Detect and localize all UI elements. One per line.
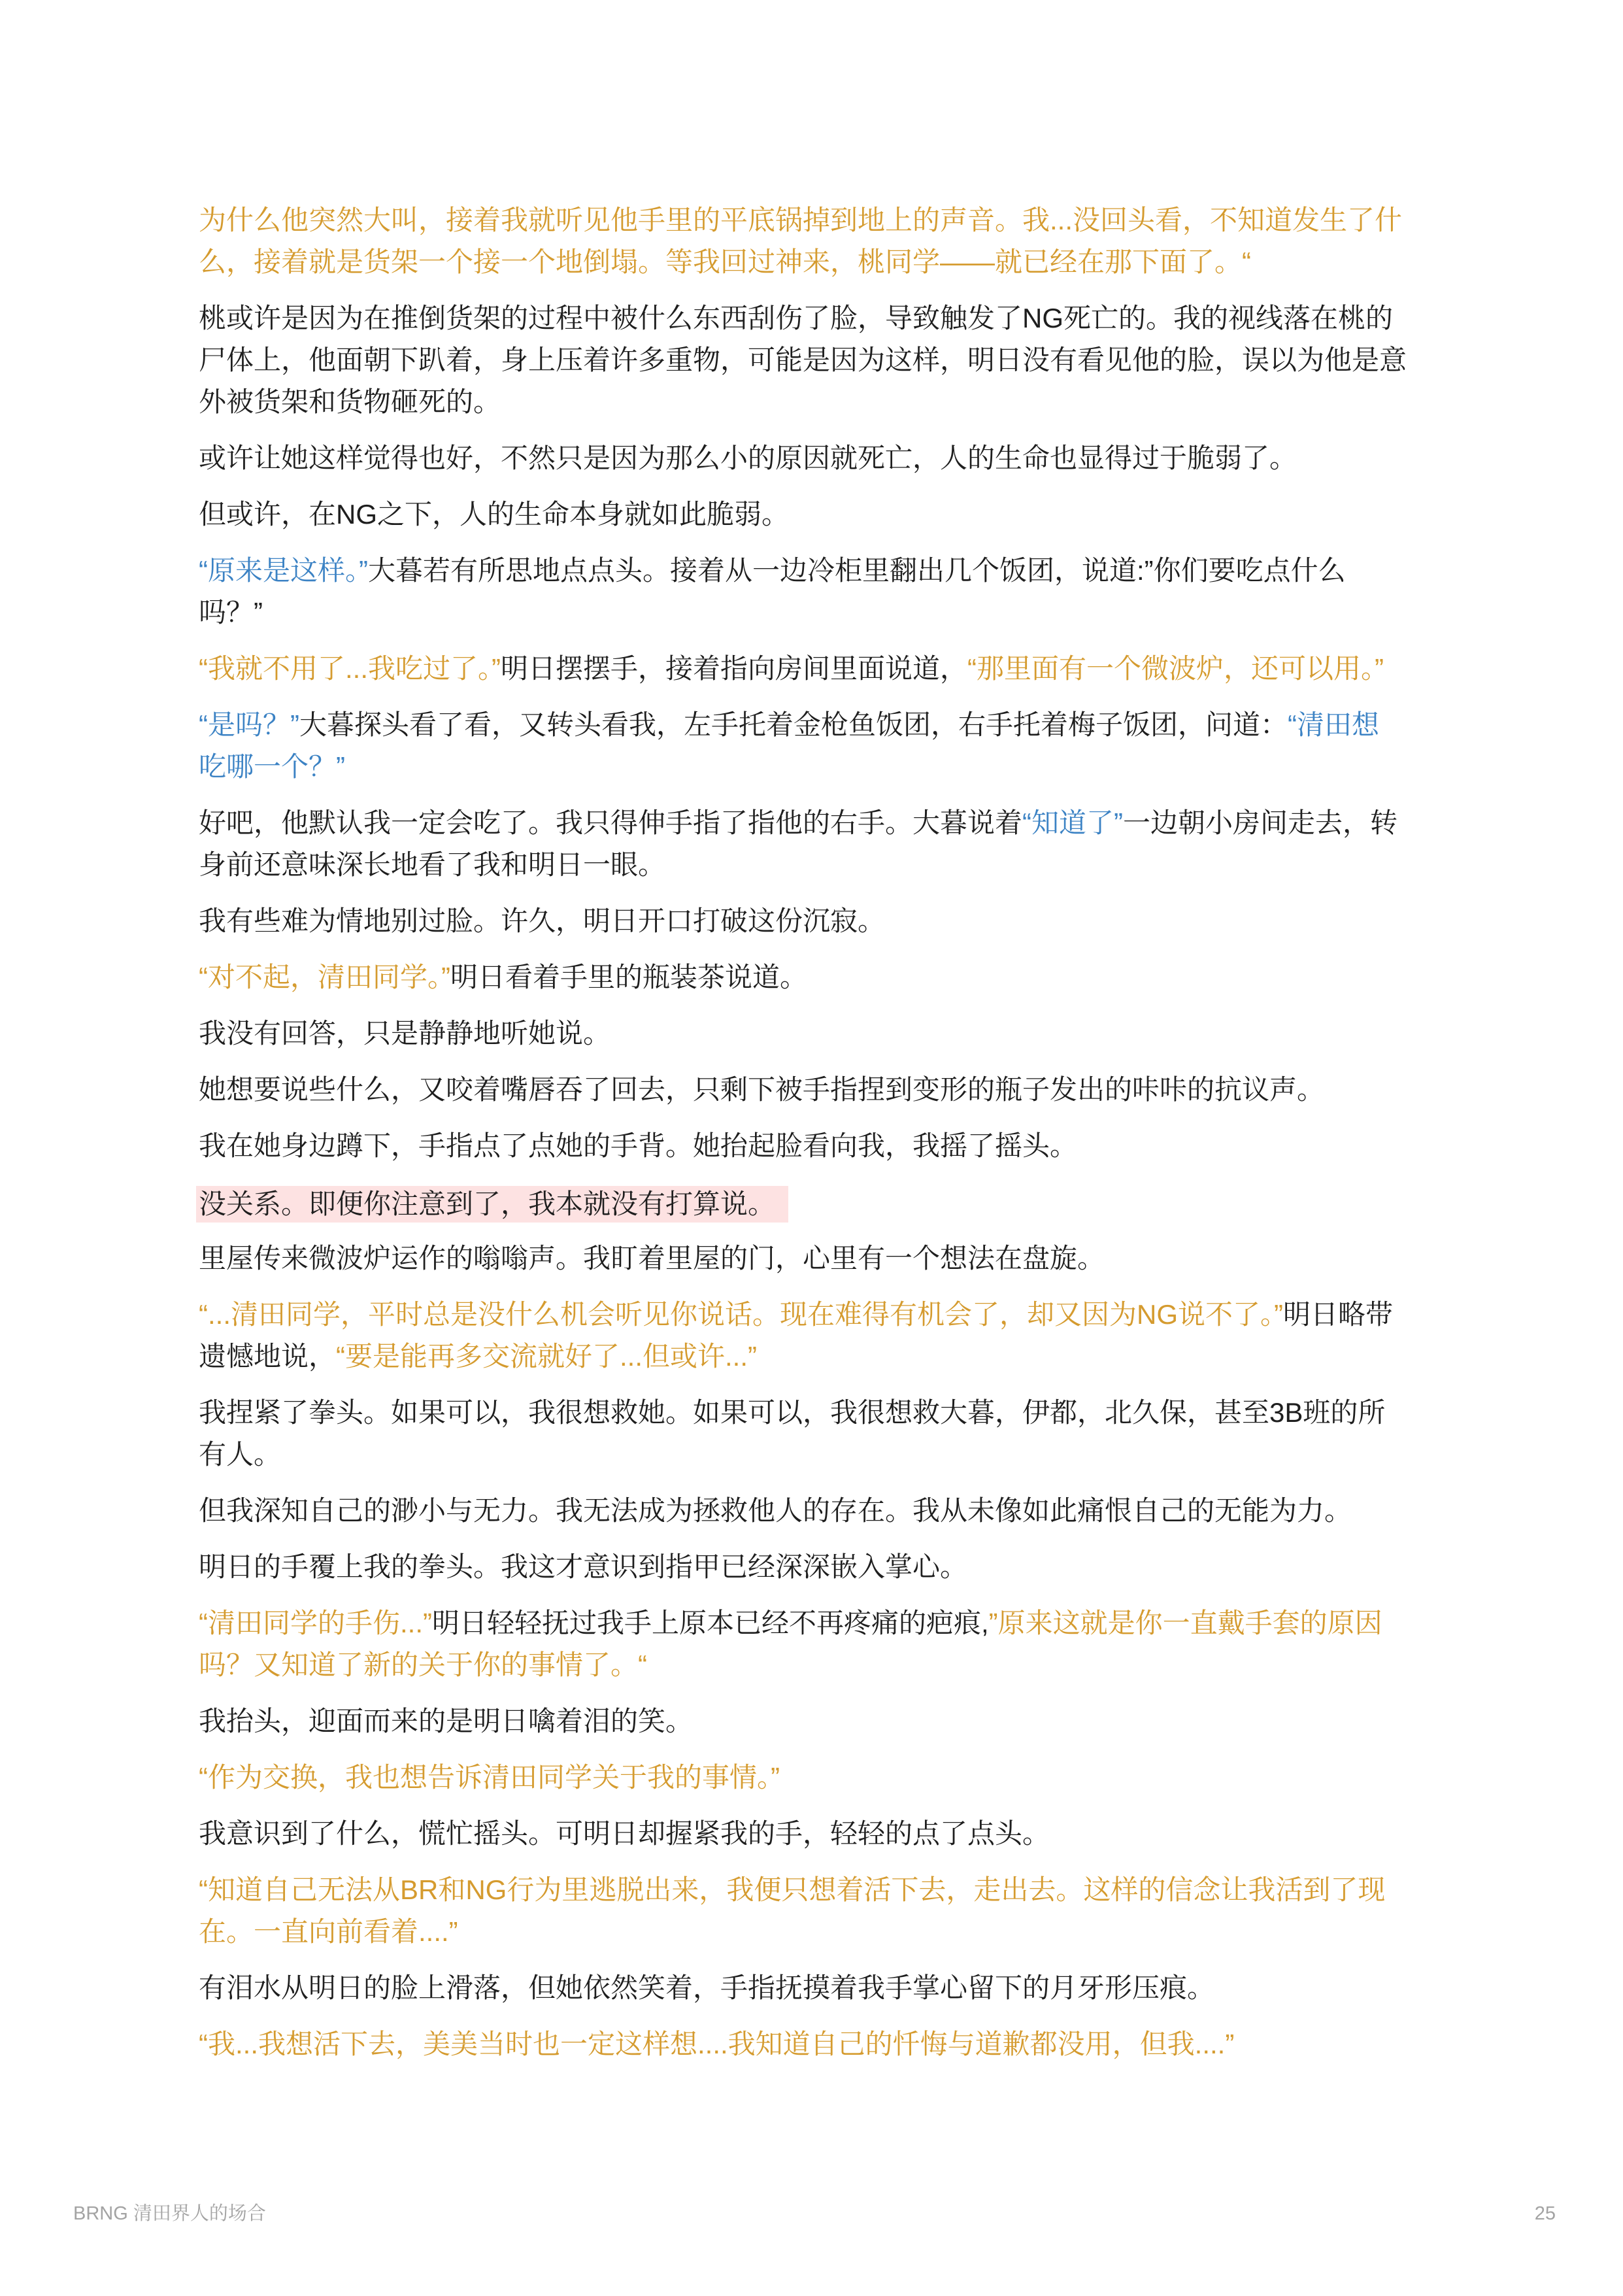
paragraph (199, 1125, 1473, 1167)
narration-text: 有泪水从明日的脸上滑落，但她依然笑着，手指抚摸着我手掌心留下的月牙形压痕。 (199, 1972, 1215, 2003)
dialogue-text: “清田想 (1288, 709, 1379, 740)
paragraph (199, 704, 1473, 788)
text-line (199, 1392, 1473, 1434)
text-line (199, 241, 1473, 283)
dialogue-text: 在。一直向前看着....” (199, 1916, 458, 1947)
narration-text: 外被货架和货物砸死的。 (199, 386, 501, 417)
narration-text: 里屋传来微波炉运作的嗡嗡声。我盯着里屋的门，心里有一个想法在盘旋。 (199, 1243, 1105, 1274)
text-line (199, 1434, 1473, 1476)
text-line (199, 1546, 1473, 1588)
dialogue-text: 为什么他突然大叫，接着我就听见他手里的平底锅掉到地上的声音。我...没回头看，不知道发生了什 (199, 205, 1403, 235)
paragraph (199, 199, 1473, 283)
narration-text: 明日摆摆手，接着指向房间里面说道， (500, 653, 967, 684)
dialogue-text: “那里面有一个微波炉，还可以用。” (967, 653, 1384, 684)
narration-text: 但我深知自己的渺小与无力。我无法成为拯救他人的存在。我从未像如此痛恨自己的无能为力。 (199, 1495, 1352, 1526)
text-line (199, 1490, 1473, 1532)
dialogue-text: “清田同学的手伤...” (199, 1608, 432, 1638)
text-line (199, 1336, 1473, 1377)
narration-text: 我在她身边蹲下，手指点了点她的手背。她抬起脸看向我，我摇了摇头。 (199, 1130, 1078, 1161)
narration-text: 桃或许是因为在推倒货架的过程中被什么东西刮伤了脸，导致触发了NG死亡的。我的视线落在桃的 (199, 303, 1394, 333)
narration-text: 好吧，他默认我一定会吃了。我只得伸手指了指他的右手。大暮说着 (199, 807, 1023, 838)
paragraph (199, 1392, 1473, 1476)
narration-text: 有人。 (199, 1439, 282, 1470)
paragraph (199, 648, 1473, 690)
dialogue-text: “我就不用了...我吃过了。” (199, 653, 501, 684)
paragraph (199, 1967, 1473, 2009)
narration-text: 或许让她这样觉得也好，不然只是因为那么小的原因就死亡，人的生命也显得过于脆弱了。 (199, 443, 1297, 473)
text-line (199, 592, 1473, 633)
text-line (199, 1869, 1473, 1911)
paragraph (199, 494, 1473, 535)
dialogue-text: 吃哪一个？” (199, 751, 345, 782)
narration-text: 遗憾地说， (199, 1341, 337, 1372)
narration-text: 明日看着手里的瓶装茶说道。 (450, 962, 807, 992)
text-line (199, 381, 1473, 423)
highlighted-thought-text: 没关系。即便你注意到了，我本就没有打算说。 (196, 1186, 788, 1223)
paragraph (199, 550, 1473, 633)
text-line (199, 956, 1473, 998)
paragraph (199, 1813, 1473, 1855)
text-line (199, 844, 1473, 886)
narration-text: 但或许，在NG之下，人的生命本身就如此脆弱。 (199, 499, 790, 530)
paragraph (199, 437, 1473, 479)
text-line (199, 900, 1473, 942)
running-footer-title: BRNG 清田界人的场合 (73, 2203, 266, 2224)
narration-text: 我捏紧了拳头。如果可以，我很想救她。如果可以，我很想救大暮，伊都，北久保，甚至3B班的所 (199, 1397, 1386, 1428)
paragraph (199, 1490, 1473, 1532)
paragraph (199, 1869, 1473, 1953)
narration-text: 明日略带 (1282, 1299, 1393, 1330)
paragraph (199, 297, 1473, 423)
text-line (199, 704, 1473, 746)
paragraph (199, 1546, 1473, 1588)
paragraph (199, 1181, 1473, 1223)
narration-text: 尸体上，他面朝下趴着，身上压着许多重物，可能是因为这样，明日没有看见他的脸，误以为他是意 (199, 345, 1407, 375)
text-line (199, 297, 1473, 339)
page-number: 25 (1534, 2203, 1556, 2224)
text-line (199, 1013, 1473, 1055)
paragraph (199, 1294, 1473, 1377)
text-line (199, 1294, 1473, 1336)
dialogue-text: ”原来这就是你一直戴手套的原因 (988, 1608, 1382, 1638)
paragraph (199, 2023, 1473, 2065)
dialogue-text: “是吗？” (199, 709, 299, 740)
narration-text: 明日的手覆上我的拳头。我这才意识到指甲已经深深嵌入掌心。 (199, 1551, 968, 1582)
text-line (199, 1757, 1473, 1798)
text-line (199, 648, 1473, 690)
text-line (199, 1644, 1473, 1686)
narration-text: 明日轻轻抚过我手上原本已经不再疼痛的疤痕, (431, 1608, 989, 1638)
narration-text: 大暮若有所思地点点头。接着从一边冷柜里翻出几个饭团，说道:”你们要吃点什么 (367, 555, 1346, 586)
dialogue-text: “...清田同学，平时总是没什么机会听见你说话。现在难得有机会了，却又因为NG说不了。” (199, 1299, 1283, 1330)
text-line (199, 746, 1473, 788)
paragraph (199, 1700, 1473, 1742)
text-line (199, 1967, 1473, 2009)
narration-text: 我有些难为情地别过脸。许久，明日开口打破这份沉寂。 (199, 905, 886, 936)
text-line (199, 2023, 1473, 2065)
narration-text: 我抬头，迎面而来的是明日噙着泪的笑。 (199, 1706, 694, 1736)
dialogue-text: “知道了” (1022, 807, 1123, 838)
text-line (199, 1125, 1473, 1167)
text-line (199, 1181, 1473, 1223)
text-line (199, 1813, 1473, 1855)
page-body-text (199, 199, 1473, 2080)
text-line (199, 1602, 1473, 1644)
dialogue-text: “作为交换，我也想告诉清田同学关于我的事情。” (199, 1762, 780, 1793)
text-line (199, 1700, 1473, 1742)
narration-text: 吗？” (199, 597, 263, 628)
text-line (199, 494, 1473, 535)
text-line (199, 199, 1473, 241)
narration-text: 我没有回答，只是静静地听她说。 (199, 1018, 611, 1049)
paragraph (199, 1069, 1473, 1111)
paragraph (199, 1238, 1473, 1279)
paragraph (199, 1757, 1473, 1798)
text-line (199, 1069, 1473, 1111)
paragraph (199, 956, 1473, 998)
text-line (199, 339, 1473, 381)
narration-text: 她想要说些什么，又咬着嘴唇吞了回去，只剩下被手指捏到变形的瓶子发出的咔咔的抗议声。 (199, 1074, 1325, 1105)
paragraph (199, 1602, 1473, 1686)
narration-text: 一边朝小房间走去，转 (1123, 807, 1398, 838)
text-line (199, 437, 1473, 479)
text-line (199, 802, 1473, 844)
dialogue-text: “知道自己无法从BR和NG行为里逃脱出来，我便只想着活下去，走出去。这样的信念让我活到了现 (199, 1874, 1386, 1905)
paragraph (199, 802, 1473, 886)
dialogue-text: 么，接着就是货架一个接一个地倒塌。等我回过神来，桃同学——就已经在那下面了。“ (199, 246, 1251, 277)
narration-text: 大暮探头看了看，又转头看我，左手托着金枪鱼饭团，右手托着梅子饭团，问道： (299, 709, 1288, 740)
dialogue-text: “我...我想活下去，美美当时也一定这样想....我知道自己的忏悔与道歉都没用，但我....” (199, 2029, 1235, 2059)
dialogue-text: “要是能再多交流就好了...但或许...” (336, 1341, 758, 1372)
narration-text: 我意识到了什么，慌忙摇头。可明日却握紧我的手，轻轻的点了点头。 (199, 1818, 1050, 1849)
paragraph (199, 1013, 1473, 1055)
dialogue-text: “原来是这样。” (199, 555, 368, 586)
paragraph (199, 900, 1473, 942)
dialogue-text: 吗？又知道了新的关于你的事情了。“ (199, 1649, 647, 1680)
dialogue-text: “对不起，清田同学。” (199, 962, 450, 992)
text-line (199, 1238, 1473, 1279)
text-line (199, 1911, 1473, 1953)
narration-text: 身前还意味深长地看了我和明日一眼。 (199, 849, 666, 880)
text-line (199, 550, 1473, 592)
